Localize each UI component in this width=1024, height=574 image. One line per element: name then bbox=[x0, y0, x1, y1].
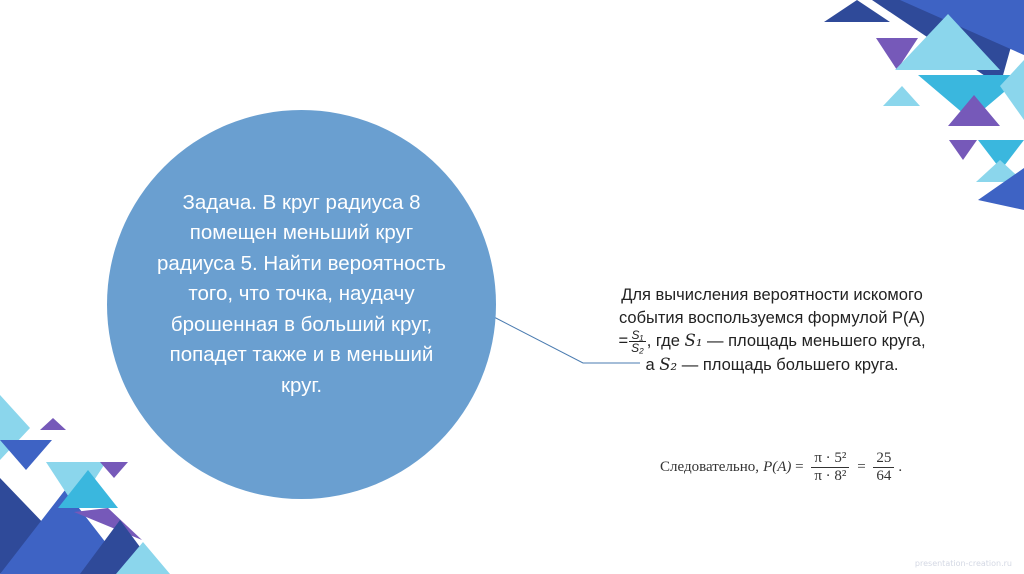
s2-description: — площадь большего круга. bbox=[677, 356, 899, 374]
result-denominator: 64 bbox=[876, 468, 892, 484]
watermark: presentation-creation.ru bbox=[914, 559, 1012, 568]
equals-sign: = bbox=[618, 331, 629, 350]
deco-triangle bbox=[883, 86, 920, 106]
s1-description: — площадь меньшего круга, а bbox=[645, 331, 926, 374]
deco-triangle bbox=[0, 440, 52, 470]
equals-sign-2: = bbox=[853, 459, 870, 475]
task-circle bbox=[107, 110, 496, 499]
result-prefix: Следовательно, bbox=[660, 459, 760, 475]
solution-intro: Для вычисления вероятности искомого события воспользуемся формулой Р(А) bbox=[618, 286, 926, 327]
where-text: , где bbox=[646, 331, 685, 350]
area-fraction-numerator: π · 5² bbox=[811, 450, 849, 468]
solution-text bbox=[612, 284, 932, 377]
result-numerator: 25 bbox=[873, 450, 894, 468]
result-formula bbox=[660, 450, 902, 485]
period: . bbox=[898, 459, 903, 475]
area-fraction bbox=[811, 450, 849, 485]
area-fraction-denominator: π · 8² bbox=[814, 468, 847, 484]
deco-triangle bbox=[40, 418, 66, 430]
deco-triangle bbox=[100, 462, 128, 478]
deco-triangle bbox=[949, 140, 977, 160]
area-ratio-fraction bbox=[629, 329, 646, 354]
s2-symbol: S₂ bbox=[659, 355, 678, 374]
result-fraction bbox=[873, 450, 894, 485]
equals-sign-1: = bbox=[791, 459, 808, 475]
fraction-numerator: S₁ bbox=[629, 329, 646, 342]
task-text: Задача. В круг радиуса 8 помещен меньший круг радиуса 5. Найти вероятность того, что точка, наудачу брошенная в больший круг, попадет также и в меньший круг. bbox=[157, 190, 446, 397]
probability-symbol: P(A) bbox=[763, 459, 792, 475]
fraction-denominator: S₂ bbox=[631, 341, 644, 355]
s1-symbol: S₁ bbox=[684, 330, 703, 350]
